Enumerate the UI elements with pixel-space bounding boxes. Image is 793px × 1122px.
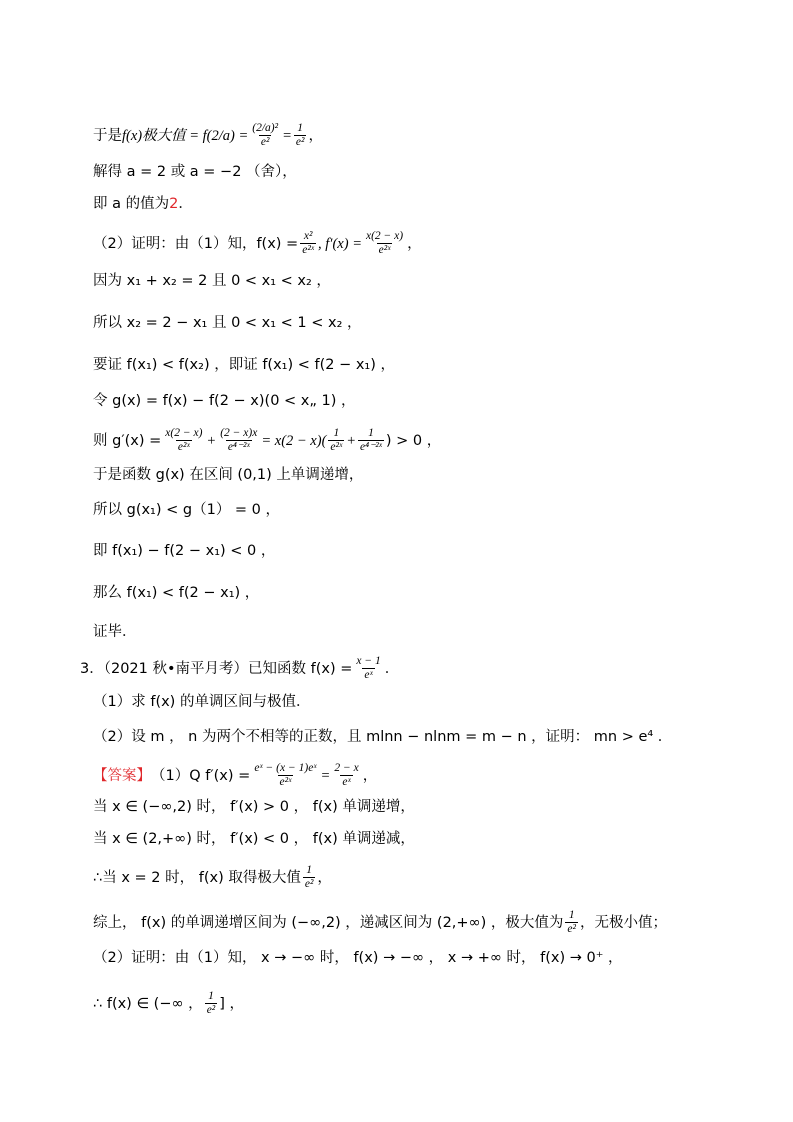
line-proof-start (93, 230, 422, 257)
line-text: 那么 f(x₁) < f(2 − x₁) ， (93, 585, 260, 601)
problem-3-part-1 (93, 692, 310, 712)
fraction-denominator: e² (304, 878, 314, 890)
line-text: 所以 g(x₁) < g（1） = 0 ， (93, 502, 281, 518)
line-maximum (93, 864, 332, 891)
fraction (332, 762, 360, 789)
fraction-denominator: eˣ (364, 669, 373, 681)
line-expression: f(x)极大值 = f(2/a) = (122, 127, 249, 144)
equals-sign: = (282, 127, 292, 144)
fraction (300, 230, 316, 257)
fraction-denominator: e⁴⁻²ˣ (227, 441, 250, 453)
fraction (205, 990, 218, 1017)
line-text: 当 x ∈ (2,+∞) 时， f′(x) < 0 ， f(x) 单调递减， (93, 831, 415, 847)
line-text: 即 a 的值为 (93, 196, 170, 212)
fraction-denominator: e²ˣ (279, 776, 292, 788)
fraction-denominator: e²ˣ (177, 441, 190, 453)
line-text: （2）设 m ， n 为两个不相等的正数，且 mlnn − nlnm = m − n ，证明： mn > e⁴ ． (93, 729, 673, 745)
line-limits (93, 948, 623, 968)
line-text: 令 g(x) = f(x) − f(2 − x)(0 < x„ 1) ， (93, 393, 356, 409)
expression-mid: = x(2 − x)( (261, 432, 327, 449)
fraction-denominator: eˣ (342, 776, 351, 788)
line-tail: ， (317, 869, 332, 886)
fraction-numerator: 1 (333, 427, 340, 439)
answer-value: 2 (169, 196, 179, 212)
line-tail: ) > 0 ， (385, 432, 442, 449)
fraction-numerator: 1 (368, 427, 374, 439)
line-tail: ． (384, 660, 400, 677)
fraction-denominator: e² (206, 1004, 216, 1016)
fraction (303, 864, 316, 891)
fraction-denominator: e²ˣ (330, 441, 343, 453)
problem-3-statement (80, 655, 399, 682)
line-monotonic (93, 465, 363, 485)
fraction (294, 122, 307, 149)
line-text: （2）证明：由（1）知，f(x) = (93, 235, 299, 252)
line-difference (93, 541, 275, 561)
line-text: （1）求 f(x) 的单调区间与极值． (93, 694, 311, 710)
line-define-g (93, 391, 355, 411)
line-solve-a (93, 162, 297, 182)
fraction (328, 427, 344, 454)
fraction-numerator: x(2 − x) (365, 230, 404, 242)
line-text: ∴ f(x) ∈ (−∞ ， (93, 995, 203, 1012)
fraction-denominator: e² (260, 136, 270, 148)
line-text: 即 f(x₁) − f(2 − x₁) < 0 ， (93, 543, 276, 559)
line-prefix: 于是 (93, 127, 122, 144)
answer-derivative (93, 762, 377, 789)
fraction (250, 122, 280, 149)
line-value-of-a (93, 194, 193, 214)
line-range (93, 990, 244, 1017)
fraction-numerator: x² (303, 230, 313, 242)
line-text: 综上， f(x) 的单调递增区间为 (−∞,2) ，递减区间为 (2,+∞) ，极大值为 (93, 914, 564, 931)
problem-3-part-2 (93, 727, 672, 747)
line-text: （1）Q f′(x) = (151, 767, 251, 784)
line-qed (93, 622, 137, 642)
expression-mid: = (320, 767, 331, 784)
line-text: 证毕． (93, 624, 137, 640)
line-text: 于是函数 g(x) 在区间 (0,1) 上单调递增， (93, 467, 364, 483)
fraction-denominator: e²ˣ (378, 244, 391, 256)
fraction (354, 655, 382, 682)
line-because (93, 271, 331, 291)
fraction-denominator: e²ˣ (302, 244, 315, 256)
line-tail: ] ， (219, 995, 245, 1012)
line-tail: ，无极小值； (579, 914, 667, 931)
line-maximum-value (93, 122, 323, 149)
line-text: ∴当 x = 2 时， f(x) 取得极大值 (93, 869, 301, 886)
fraction (252, 762, 318, 789)
line-text: 3．（2021 秋•南平月考）已知函数 f(x) = (80, 660, 353, 677)
fraction (218, 427, 259, 454)
fraction-denominator: e² (295, 136, 305, 148)
fraction-numerator: (2 − x)x (220, 427, 258, 439)
fraction-numerator: (2/a)² (252, 122, 279, 134)
fraction-numerator: eˣ − (x − 1)eˣ (254, 762, 317, 774)
line-summary (93, 909, 667, 936)
fraction-numerator: x − 1 (356, 655, 381, 667)
line-decreasing-interval (93, 829, 415, 849)
fraction-denominator: e⁴⁻²ˣ (360, 441, 382, 453)
answer-label: 【答案】 (93, 767, 151, 784)
line-text: （2）证明：由（1）知， x → −∞ 时， f(x) → −∞ ， x → +∞ 时， f(x) → 0⁺ ， (93, 950, 623, 966)
line-text: 当 x ∈ (−∞,2) 时， f′(x) > 0 ， f(x) 单调递增， (93, 799, 415, 815)
expression-mid: + (206, 432, 217, 449)
fraction (364, 230, 405, 257)
line-tail: ， (308, 127, 323, 144)
line-tail: ， (362, 767, 378, 784)
line-increasing-interval (93, 797, 415, 817)
fraction (163, 427, 204, 454)
fraction-numerator: 1 (208, 990, 214, 1002)
line-text: 则 g′(x) = (93, 432, 162, 449)
fraction-numerator: x(2 − x) (165, 427, 203, 439)
fraction-denominator: e² (567, 923, 576, 935)
line-text: 因为 x₁ + x₂ = 2 且 0 < x₁ < x₂ ， (93, 273, 331, 289)
line-g-compare (93, 500, 280, 520)
fraction-numerator: 1 (306, 864, 312, 876)
line-g-derivative (93, 427, 441, 454)
line-text: 解得 a = 2 或 a = −2 （舍）， (93, 164, 297, 180)
fraction (565, 909, 578, 936)
fraction (358, 427, 384, 454)
fraction-numerator: 1 (568, 909, 575, 921)
expression-mid: + (346, 432, 357, 449)
line-text: 要证 f(x₁) < f(x₂) ，即证 f(x₁) < f(2 − x₁) ， (93, 357, 396, 373)
fraction-numerator: 2 − x (334, 762, 359, 774)
line-to-prove (93, 355, 395, 375)
line-therefore (93, 313, 362, 333)
line-tail: ． (178, 196, 193, 212)
fraction-numerator: 1 (297, 122, 304, 134)
line-text: 所以 x₂ = 2 − x₁ 且 0 < x₁ < 1 < x₂ ， (93, 315, 362, 331)
line-conclusion (93, 583, 259, 603)
expression-mid: , f′(x) = (318, 235, 362, 252)
line-tail: ， (407, 235, 422, 252)
